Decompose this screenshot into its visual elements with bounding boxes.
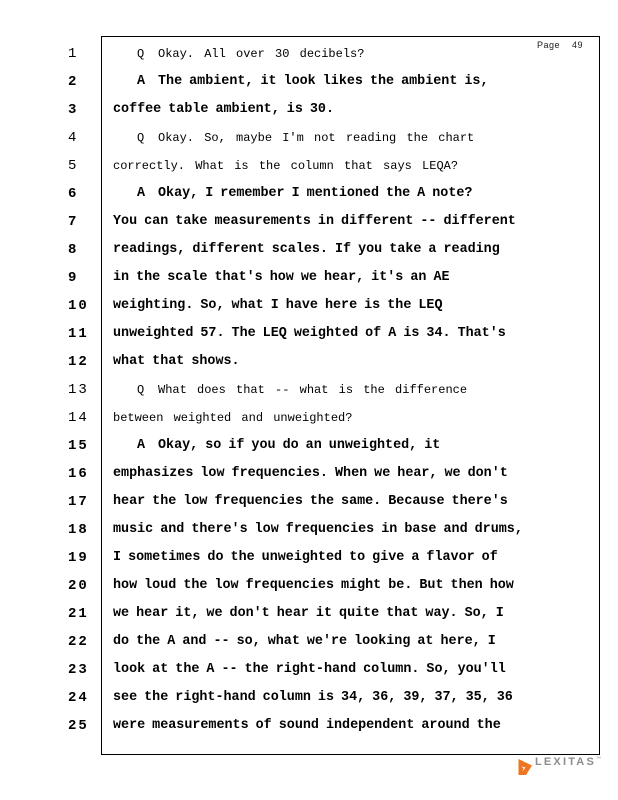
line-content: You can take measurements in different -- different [113, 214, 516, 229]
transcript-line [0, 180, 618, 208]
line-number: 13 [68, 382, 89, 398]
line-content: Okay, I remember I mentioned the A note? [158, 186, 473, 201]
lexitas-logo-text: LEXITAS [534, 756, 596, 768]
line-content: coffee table ambient, is 30. [113, 102, 334, 117]
transcript-line [0, 152, 618, 180]
line-content: hear the low frequencies the same. Because there's [113, 494, 508, 509]
line-content: how loud the low frequencies might be. But then how [113, 578, 514, 593]
line-text [113, 488, 508, 516]
line-number: 10 [68, 298, 89, 314]
line-content: between weighted and unweighted? [113, 411, 353, 425]
line-text [113, 376, 467, 404]
transcript-line [0, 684, 618, 712]
speaker-label: Q [137, 47, 145, 61]
line-text [113, 628, 496, 656]
line-number: 20 [68, 578, 89, 594]
transcript-line [0, 292, 618, 320]
line-number: 1 [68, 46, 79, 62]
line-text [113, 432, 440, 460]
line-text [113, 404, 352, 432]
line-content: do the A and -- so, what we're looking at here, I [113, 634, 496, 649]
line-content: The ambient, it look likes the ambient is, [158, 74, 489, 89]
transcript-line [0, 68, 618, 96]
lexitas-logo [517, 756, 601, 778]
line-content: Okay, so if you do an unweighted, it [158, 438, 441, 453]
line-content: Okay. All over 30 decibels? [158, 47, 365, 61]
speaker-label: Q [137, 131, 145, 145]
line-text [113, 152, 458, 180]
line-text [113, 460, 508, 488]
transcript-line [0, 376, 618, 404]
line-content: Okay. So, maybe I'm not reading the chart [158, 131, 475, 145]
line-content: see the right-hand column is 34, 36, 39, 37, 35, 36 [113, 690, 513, 705]
line-content: unweighted 57. The LEQ weighted of A is 34. That's [113, 326, 506, 341]
page-number: 49 [571, 40, 583, 50]
line-number: 6 [68, 186, 79, 202]
line-text [113, 292, 443, 320]
line-text [113, 572, 514, 600]
transcript-line [0, 404, 618, 432]
line-content: what that shows. [113, 354, 240, 369]
line-content: music and there's low frequencies in base and drums, [113, 522, 523, 537]
transcript-line [0, 236, 618, 264]
transcript-line [0, 40, 618, 68]
transcript-line [0, 264, 618, 292]
line-text [113, 320, 506, 348]
line-content: correctly. What is the column that says LEQA? [113, 159, 459, 173]
line-text [113, 684, 513, 712]
transcript-line [0, 208, 618, 236]
line-text [113, 264, 450, 292]
page-label: Page [536, 40, 560, 50]
transcript-line [0, 656, 618, 684]
line-content: emphasizes low frequencies. When we hear, we don't [113, 466, 508, 481]
line-text [113, 124, 474, 152]
line-number: 3 [68, 102, 79, 118]
line-text [113, 180, 472, 208]
line-number: 25 [68, 718, 89, 734]
line-text [113, 656, 506, 684]
line-number: 9 [68, 270, 79, 286]
line-content: look at the A -- the right-hand column. So, you'll [113, 662, 506, 677]
transcript-line [0, 628, 618, 656]
transcript-line [0, 600, 618, 628]
line-text [113, 96, 334, 124]
line-content: we hear it, we don't hear it quite that way. So, I [113, 606, 504, 621]
line-number: 19 [68, 550, 89, 566]
line-text [113, 348, 240, 376]
trademark-symbol: ™ [596, 756, 601, 762]
transcript-line [0, 96, 618, 124]
line-number: 22 [68, 634, 89, 650]
line-number: 11 [68, 326, 89, 342]
line-text [113, 236, 500, 264]
line-number: 4 [68, 130, 79, 146]
lexitas-flag-icon [517, 757, 533, 776]
transcript-line [0, 124, 618, 152]
line-content: were measurements of sound independent around the [113, 718, 501, 733]
line-number: 14 [68, 410, 89, 426]
line-text [113, 516, 523, 544]
transcript-lines [0, 40, 618, 740]
transcript-line [0, 516, 618, 544]
line-number: 23 [68, 662, 89, 678]
line-content: I sometimes do the unweighted to give a flavor of [113, 550, 498, 565]
transcript-line [0, 432, 618, 460]
line-number: 8 [68, 242, 79, 258]
line-content: readings, different scales. If you take a reading [113, 242, 500, 257]
line-text [113, 68, 489, 96]
line-content: in the scale that's how we hear, it's an AE [113, 270, 450, 285]
line-number: 16 [68, 466, 89, 482]
transcript-line [0, 320, 618, 348]
line-text [113, 40, 364, 68]
transcript-line [0, 488, 618, 516]
line-text [113, 208, 516, 236]
transcript-line [0, 712, 618, 740]
line-text [113, 544, 498, 572]
line-number: 12 [68, 354, 89, 370]
transcript-line [0, 572, 618, 600]
transcript-line [0, 544, 618, 572]
speaker-label: A [137, 186, 146, 201]
line-number: 21 [68, 606, 89, 622]
line-content: What does that -- what is the difference [158, 383, 468, 397]
line-number: 5 [68, 158, 79, 174]
speaker-label: A [137, 74, 146, 89]
transcript-line [0, 348, 618, 376]
line-text [113, 600, 504, 628]
line-number: 15 [68, 438, 89, 454]
line-number: 7 [68, 214, 79, 230]
line-number: 18 [68, 522, 89, 538]
line-number: 17 [68, 494, 89, 510]
transcript-line [0, 460, 618, 488]
speaker-label: A [137, 438, 146, 453]
line-content: weighting. So, what I have here is the LEQ [113, 298, 443, 313]
speaker-label: Q [137, 383, 145, 397]
line-text [113, 712, 501, 740]
line-number: 24 [68, 690, 89, 706]
line-number: 2 [68, 74, 79, 90]
